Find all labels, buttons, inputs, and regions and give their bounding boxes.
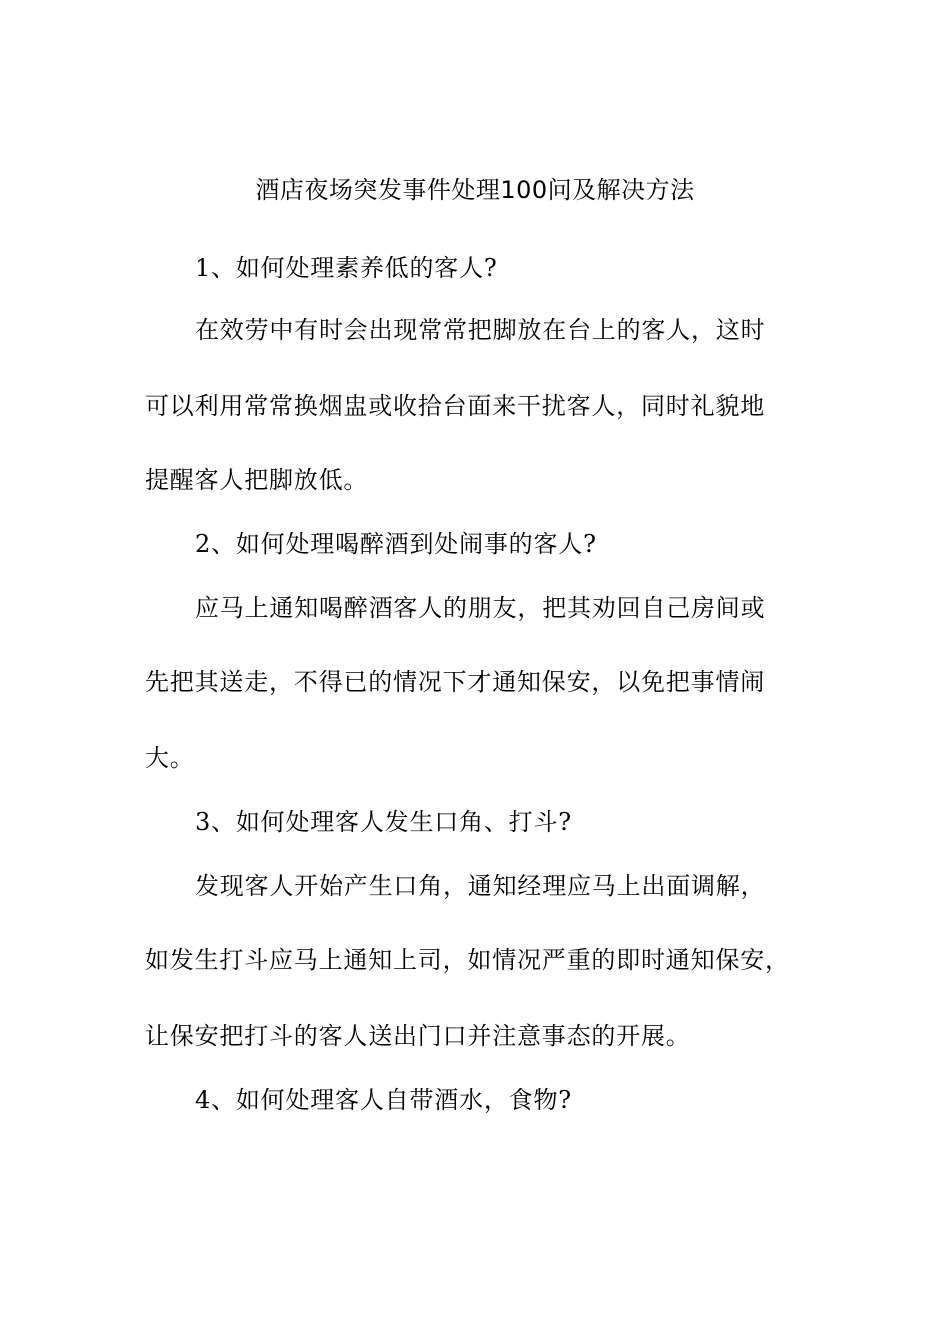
question-1: 1、如何处理素养低的客人? (195, 254, 498, 282)
answer-2-line-2: 先把其送走，不得已的情况下才通知保安，以免把事情闹 (145, 668, 765, 696)
document-title: 酒店夜场突发事件处理100问及解决方法 (255, 176, 695, 204)
answer-3-line-3: 让保安把打斗的客人送出门口并注意事态的开展。 (145, 1022, 691, 1050)
answer-2-line-1: 应马上通知喝醉酒客人的朋友，把其劝回自己房间或 (195, 594, 766, 622)
answer-1-line-2: 可以利用常常换烟盅或收拾台面来干扰客人，同时礼貌地 (145, 392, 765, 420)
question-4: 4、如何处理客人自带酒水，食物? (195, 1086, 572, 1114)
answer-3-line-2: 如发生打斗应马上通知上司，如情况严重的即时通知保安， (145, 946, 790, 974)
answer-1-line-3: 提醒客人把脚放低。 (145, 466, 369, 494)
answer-2-line-3: 大。 (145, 744, 195, 772)
question-2: 2、如何处理喝醉酒到处闹事的客人? (195, 530, 597, 558)
answer-3-line-1: 发现客人开始产生口角，通知经理应马上出面调解， (195, 872, 766, 900)
question-3: 3、如何处理客人发生口角、打斗? (195, 808, 572, 836)
answer-1-line-1: 在效劳中有时会出现常常把脚放在台上的客人，这时 (195, 316, 766, 344)
